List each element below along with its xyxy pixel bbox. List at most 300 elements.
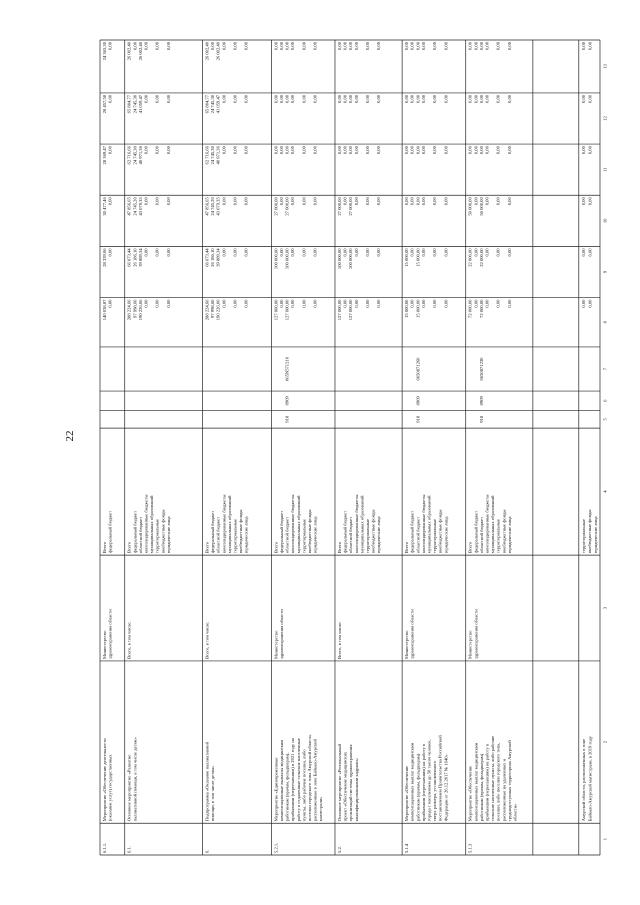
amount-value: 0,00 [506, 299, 512, 308]
amount-value: 0,00 [353, 146, 359, 155]
amount-value: 0,00 [290, 94, 296, 103]
amount-value: 0,00 [473, 42, 479, 51]
amount-value: 0,00 [154, 197, 160, 206]
item-name: пункты, либо рабочие поселки, либо [301, 749, 307, 822]
amount-value: 15 000,00 [415, 248, 421, 267]
amount-value: 0,00 [301, 299, 307, 308]
amount-value: 0,00 [348, 146, 354, 155]
amount-value: 0,00 [580, 146, 586, 155]
amount-value: 0,00 [587, 42, 593, 51]
item-name: паллиативной помощи, в том числе детям» [132, 737, 138, 822]
amount-value: 0,00 [232, 94, 238, 103]
item-name: Федерации от 26.12.2017 № 1640» [443, 754, 449, 822]
amount-value: 27 000,00 [336, 197, 342, 216]
item-name: расположенные на удаленных и [501, 759, 507, 822]
source-label: территориальные [580, 518, 586, 554]
amount-value: 28 457,58 [102, 94, 107, 114]
amount-value: 0,00 [165, 42, 171, 51]
amount-value: 24 745,30 [210, 94, 216, 114]
amount-value: 0,00 [409, 146, 415, 155]
amount-value: 22 000,00 [478, 248, 484, 267]
amount-value: 0,00 [432, 42, 438, 51]
amount-value: 0,00 [353, 94, 359, 103]
amount-value: 0,00 [587, 248, 593, 257]
source-label: федеральный бюджет [107, 510, 113, 554]
executor-name: здравоохранения области [409, 609, 415, 659]
amount-value: 0,00 [284, 94, 290, 103]
item-name: работникам (врачам, фельдшерам) [415, 753, 421, 822]
amount-value: 190 226,06 [137, 299, 143, 321]
amount-value: 0,00 [290, 197, 296, 206]
item-name: (оказание услуг) государственных [107, 754, 113, 822]
amount-value: 0,00 [243, 299, 249, 308]
amount-value: 0,00 [165, 197, 171, 206]
amount-value: 0,00 [301, 94, 307, 103]
amount-value: 127 000,00 [348, 299, 354, 321]
executor-name: здравоохранения области [278, 609, 284, 659]
source-label: Всего [204, 541, 210, 554]
source-label: консолидированные бюджеты [484, 494, 490, 554]
item-name: прибывшим (переехавшим) на работу в [420, 743, 426, 822]
column-number: 13 [602, 64, 608, 69]
amount-value: 0,00 [580, 42, 586, 51]
source-label: Всего [336, 541, 342, 554]
source-label: муниципальных образований [359, 495, 365, 554]
amount-value: 0,00 [143, 248, 149, 257]
amount-value: 0,00 [342, 146, 348, 155]
amount-value: 27 000,00 [273, 197, 279, 216]
csr-code: 0650871230 [478, 357, 484, 381]
amount-value: 0,00 [243, 197, 249, 206]
rzpr-code: 0909 [478, 396, 484, 406]
amount-value: 50 000,00 [467, 197, 473, 216]
amount-value: 0,00 [348, 42, 354, 51]
amount-value: 0,00 [478, 42, 484, 51]
item-name: помощи, в том числе детям» [210, 765, 216, 822]
amount-value: 26 002,40 [204, 42, 210, 61]
amount-value: 0,00 [443, 299, 449, 308]
amount-value: 0,00 [165, 146, 171, 155]
amount-value: 0,00 [243, 42, 249, 51]
amount-value: 0,00 [278, 299, 284, 308]
column-number: 1 [602, 837, 608, 841]
amount-value: 0,00 [364, 248, 370, 257]
amount-value: 0,00 [409, 42, 415, 51]
column-number: 3 [602, 606, 608, 610]
amount-value: 0,00 [232, 42, 238, 51]
amount-value: 100 000,00 [336, 248, 342, 270]
amount-value: 0,00 [342, 299, 348, 308]
amount-value: 97 998,60 [132, 299, 138, 318]
amount-value: 26 002,40 [126, 42, 132, 61]
amount-value: 72 000,00 [467, 299, 473, 318]
amount-value: 39 889,34 [137, 248, 143, 267]
item-name: работу в отдаленные сельские населенные [295, 738, 301, 822]
column-number: 11 [602, 167, 608, 172]
amount-value: 0,00 [409, 197, 415, 206]
source-label: муниципальных образований [490, 495, 496, 554]
amount-value: 0,00 [154, 248, 160, 257]
amount-value: 0,00 [290, 248, 296, 257]
amount-value: 40 971,36 [137, 146, 143, 165]
amount-value: 27 000,00 [348, 197, 354, 216]
item-name: труднодоступных территориях Амурской [506, 740, 512, 822]
amount-value: 0,00 [478, 94, 484, 103]
amount-value: 0,00 [404, 146, 410, 155]
amount-value: 0,00 [312, 146, 318, 155]
executor-name: здравоохранения области [107, 609, 113, 659]
item-name: организаций системы здравоохранения [348, 744, 354, 822]
amount-value: 190 226,06 [215, 299, 221, 321]
amount-value: 288 224,66 [204, 299, 210, 321]
source-label: внебюджетные фонды [437, 509, 443, 554]
amount-value: 0,00 [484, 94, 490, 103]
amount-value: 0,00 [232, 197, 238, 206]
source-label: муниципальных образований [149, 495, 155, 554]
executor-name: Министерство [404, 630, 410, 659]
amount-value: 0,00 [506, 42, 512, 51]
item-name: поселки городского типа Амурской области, [306, 734, 312, 822]
source-label: консолидированные бюджеты [290, 494, 296, 554]
amount-value: 0,00 [221, 197, 227, 206]
grbs-code: 918 [478, 415, 484, 423]
amount-value: 15 000,00 [415, 299, 421, 318]
amount-value: 0,00 [409, 248, 415, 257]
amount-value: 24 745,20 [132, 197, 138, 216]
amount-value: 66 073,44 [204, 248, 210, 267]
amount-value: 26 002,40 [137, 42, 143, 61]
amount-value: 0,00 [336, 146, 342, 155]
executor-name: Всего, в том числе: [204, 621, 210, 659]
amount-value: 0,00 [107, 94, 113, 103]
amount-value: 0,00 [312, 299, 318, 308]
amount-value: 0,00 [484, 146, 490, 155]
amount-value: 0,00 [301, 42, 307, 51]
amount-value: 0,00 [243, 146, 249, 155]
column-number: 12 [602, 116, 608, 121]
amount-value: 0,00 [484, 197, 490, 206]
budget-table [100, 40, 608, 855]
amount-value: 0,00 [364, 299, 370, 308]
amount-value: 0,00 [107, 42, 113, 51]
source-label: территориальные [154, 518, 160, 554]
amount-value: 0,00 [432, 197, 438, 206]
item-name: Подпрограмма «Оказание паллиативной [204, 742, 210, 822]
source-label: внебюджетные фонды [306, 509, 312, 554]
amount-value: 0,00 [273, 146, 279, 155]
item-name: Мероприятие «Единовременные [273, 757, 279, 822]
item-name: Мероприятие «Обеспечение [404, 765, 410, 822]
amount-value: 0,00 [473, 299, 479, 308]
amount-value: 0,00 [364, 94, 370, 103]
amount-value: 0,00 [342, 197, 348, 206]
source-label: федеральный бюджет [473, 510, 479, 554]
item-name: расположенные в зоне Байкало-Амурской [312, 739, 318, 822]
column-number: 10 [602, 218, 608, 224]
item-name: работникам (врачам, фельдшерам), [284, 752, 290, 822]
amount-value: 0,00 [290, 42, 296, 51]
item-name: компенсационные выплаты медицинским [278, 739, 284, 822]
amount-value: 0,00 [484, 42, 490, 51]
amount-value: 0,00 [506, 248, 512, 257]
amount-value: 47 856,65 [126, 197, 132, 216]
amount-value: 24 745,30 [132, 94, 138, 114]
amount-value: 24 745,20 [210, 197, 216, 216]
source-label: муниципальных образований [226, 495, 232, 554]
amount-value: 0,00 [506, 146, 512, 155]
source-label: территориальные [495, 518, 501, 554]
amount-value: 0,00 [364, 197, 370, 206]
source-label: областной бюджет [415, 516, 421, 554]
amount-value: 41 059,47 [215, 94, 221, 114]
amount-value: 43 079,35 [137, 197, 143, 216]
amount-value: 0,00 [312, 42, 318, 51]
amount-value: 0,00 [495, 42, 501, 51]
source-label: федеральный бюджет [132, 510, 138, 554]
source-label: федеральный бюджет [409, 510, 415, 554]
amount-value: 0,00 [473, 94, 479, 103]
amount-value: 0,00 [420, 299, 426, 308]
source-label: юридические лица [312, 516, 318, 554]
amount-value: 0,00 [404, 197, 410, 206]
column-number: 5 [602, 418, 608, 421]
amount-value: 0,00 [376, 197, 382, 206]
amount-value: 0,00 [232, 146, 238, 155]
amount-value: 0,00 [301, 248, 307, 257]
amount-value: 0,00 [432, 94, 438, 103]
amount-value: 0,00 [432, 299, 438, 308]
source-label: консолидированные бюджеты [353, 494, 359, 554]
source-label: внебюджетные фонды [238, 509, 244, 554]
item-name: компенсационных выплат медицинским [473, 742, 479, 822]
amount-value: 0,00 [404, 42, 410, 51]
source-label: юридические лица [443, 516, 449, 554]
amount-value: 0,00 [273, 42, 279, 51]
source-label: областной бюджет [137, 516, 143, 554]
amount-value: 39 889,34 [215, 248, 221, 267]
item-name: сверх размера, установленного [432, 760, 438, 822]
amount-value: 0,00 [232, 299, 238, 308]
amount-value: 0,00 [420, 248, 426, 257]
amount-value: 0,00 [284, 146, 290, 155]
item-name: Мероприятие «Обеспечение деятельности [102, 738, 107, 822]
item-name: Байкало-Амурской магистрали, в 2019 году [587, 735, 593, 822]
source-label: федеральный бюджет [278, 510, 284, 554]
source-label: областной бюджет [215, 516, 221, 554]
amount-value: 0,00 [404, 94, 410, 103]
amount-value: 0,00 [580, 94, 586, 103]
amount-value: 0,00 [467, 94, 473, 103]
source-label: территориальные [301, 518, 307, 554]
amount-value: 0,00 [484, 299, 490, 308]
amount-value: 24 745,30 [210, 146, 216, 165]
source-label: консолидированные бюджеты [420, 494, 426, 554]
item-number: 6.1. [126, 846, 132, 853]
amount-value: 41 059,47 [137, 94, 143, 114]
executor-name: Всего, в том числе: [126, 621, 132, 659]
source-label: внебюджетные фонды [370, 509, 376, 554]
amount-value: 0,00 [154, 299, 160, 308]
amount-value: 0,00 [467, 42, 473, 51]
amount-value: 100 000,00 [284, 248, 290, 270]
amount-value: 0,00 [353, 197, 359, 206]
executor-name: Всего, в том числе: [336, 621, 342, 659]
source-label: территориальные [232, 518, 238, 554]
amount-value: 0,00 [107, 248, 113, 257]
amount-value: 0,00 [420, 42, 426, 51]
amount-value: 26 186,10 [210, 248, 216, 267]
source-label: Всего [273, 541, 279, 554]
item-name: прибывшим (переехавшим) в 2021 году на [290, 738, 296, 822]
page-number: 22 [64, 430, 76, 442]
amount-value: 65 804,77 [204, 94, 210, 114]
amount-value: 0,00 [312, 94, 318, 103]
source-label: областной бюджет [348, 516, 354, 554]
amount-value: 0,00 [143, 197, 149, 206]
amount-value: 24 365,30 [102, 42, 107, 61]
amount-value: 0,00 [587, 94, 593, 103]
amount-value: 0,00 [506, 94, 512, 103]
amount-value: 0,00 [506, 197, 512, 206]
amount-value: 0,00 [580, 299, 586, 308]
source-label: внебюджетные фонды [501, 509, 507, 554]
source-label: юридические лица [376, 516, 382, 554]
amount-value: 0,00 [290, 146, 296, 155]
amount-value: 26 002,40 [215, 42, 221, 61]
grbs-code: 918 [284, 415, 290, 423]
amount-value: 0,00 [243, 94, 249, 103]
amount-value: 127 000,00 [273, 299, 279, 321]
item-number: 5.2. [336, 846, 342, 853]
item-name: проект «Обеспечение медицинских [342, 751, 348, 822]
amount-value: 0,00 [143, 146, 149, 155]
source-label: внебюджетные фонды [586, 509, 592, 554]
amount-value: 22 000,00 [467, 248, 473, 267]
amount-value: 0,00 [409, 94, 415, 103]
amount-value: 0,00 [107, 146, 113, 155]
amount-value: 0,00 [443, 94, 449, 103]
item-number: 6. [204, 849, 210, 853]
source-label: консолидированные бюджеты [221, 494, 227, 554]
amount-value: 24 745,30 [132, 146, 138, 165]
amount-value: 0,00 [243, 248, 249, 257]
amount-value: 0,00 [587, 197, 593, 206]
amount-value: 0,00 [278, 94, 284, 103]
budget-table-svg [100, 40, 608, 855]
source-label: территориальные [432, 518, 438, 554]
amount-value: 0,00 [284, 42, 290, 51]
source-label: муниципальных образований [295, 495, 301, 554]
item-name: области» [512, 803, 518, 822]
amount-value: 140 038,87 [102, 299, 107, 321]
amount-value: 0,00 [443, 42, 449, 51]
item-name: компенсационных выплат медицинским [409, 742, 415, 822]
item-name: работникам (врачам, фельдшерам) [478, 753, 484, 822]
item-name: постановлением Правительства Российской [437, 735, 443, 822]
source-label: областной бюджет [478, 516, 484, 554]
amount-value: 127 000,00 [284, 299, 290, 321]
amount-value: 0,00 [415, 42, 421, 51]
item-number: 5.2.1. [273, 842, 279, 853]
amount-value: 0,00 [348, 94, 354, 103]
amount-value: 0,00 [273, 94, 279, 103]
amount-value: 0,00 [364, 146, 370, 155]
item-name: Основное мероприятие «Региональный [336, 744, 342, 822]
executor-name: Министерство [102, 630, 107, 659]
source-label: федеральный бюджет [342, 510, 348, 554]
source-label: юридические лица [243, 516, 249, 554]
item-number: 6.1.1. [102, 842, 107, 853]
item-number: 5.1.3 [467, 843, 473, 853]
amount-value: 97 998,60 [210, 299, 216, 318]
amount-value: 0,00 [364, 42, 370, 51]
source-label: консолидированные бюджеты [143, 494, 149, 554]
amount-value: 0,00 [336, 94, 342, 103]
amount-value: 47 856,65 [204, 197, 210, 216]
amount-value: 40 971,36 [215, 146, 221, 165]
amount-value: 0,00 [495, 197, 501, 206]
amount-value: 28 339,06 [102, 248, 107, 267]
column-number: 7 [602, 367, 608, 371]
amount-value: 0,00 [484, 248, 490, 257]
amount-value: 0,00 [312, 248, 318, 257]
amount-value: 0,00 [342, 42, 348, 51]
amount-value: 288 224,66 [126, 299, 132, 321]
csr-code: 065N571210 [284, 356, 290, 381]
amount-value: 0,00 [420, 146, 426, 155]
item-name: прибывшим (переехавшим) на работу в [484, 743, 490, 822]
amount-value: 0,00 [376, 94, 382, 103]
source-label: областной бюджет [284, 516, 290, 554]
amount-value: 0,00 [143, 42, 149, 51]
amount-value: 0,00 [301, 146, 307, 155]
source-label: Всего [126, 541, 132, 554]
item-name: магистрали» [318, 796, 324, 822]
amount-value: 0,00 [312, 197, 318, 206]
source-label: федеральный бюджет [210, 510, 216, 554]
amount-value: 0,00 [415, 197, 421, 206]
amount-value: 0,00 [165, 94, 171, 103]
source-label: юридические лица [593, 516, 599, 554]
amount-value: 0,00 [221, 299, 227, 308]
amount-value: 43 079,35 [215, 197, 221, 216]
source-label: Всего [467, 541, 473, 554]
column-number: 8 [602, 321, 608, 324]
amount-value: 72 000,00 [478, 299, 484, 318]
column-number: 6 [602, 399, 608, 402]
amount-value: 65 804,77 [126, 94, 132, 114]
amount-value: 0,00 [376, 146, 382, 155]
amount-value: 0,00 [495, 248, 501, 257]
amount-value: 0,00 [353, 299, 359, 308]
item-name: сельские населенные пункты, либо рабочие [490, 735, 496, 822]
amount-value: 26 186,10 [132, 248, 138, 267]
item-name: Амурской области, расположенных в зоне [580, 738, 586, 822]
amount-value: 0,00 [353, 248, 359, 257]
grbs-code: 918 [415, 415, 421, 423]
amount-value: 0,00 [232, 248, 238, 257]
amount-value: 100 000,00 [348, 248, 354, 270]
amount-value: 0,00 [143, 94, 149, 103]
amount-value: 0,00 [415, 146, 421, 155]
source-label: Всего [102, 541, 107, 554]
amount-value: 28 369,47 [102, 146, 107, 165]
executor-name: здравоохранения области [473, 609, 479, 659]
amount-value: 15 000,00 [404, 299, 410, 318]
amount-value: 0,00 [165, 299, 171, 308]
amount-value: 0,00 [443, 146, 449, 155]
amount-value: 0,00 [165, 248, 171, 257]
